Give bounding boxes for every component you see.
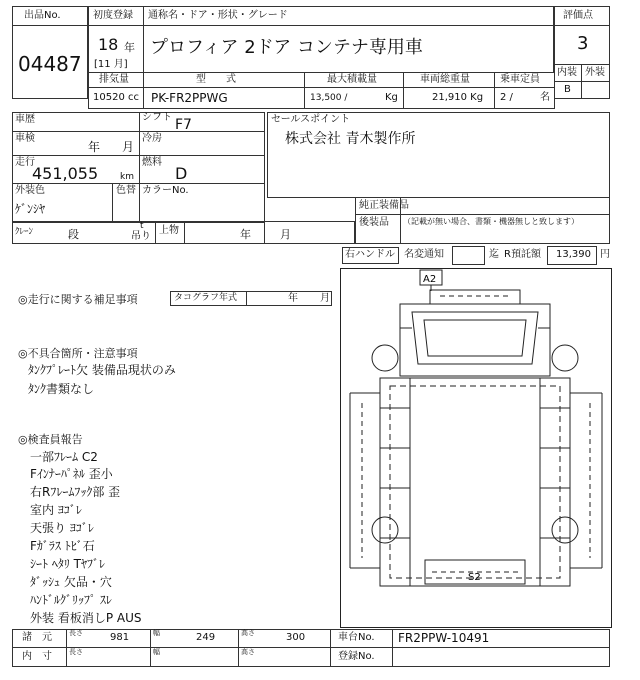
marker-a2: A2 [423,274,437,285]
tachograph-label: タコグラフ年式 [174,293,238,303]
gross-value: 21,910 Kg [432,92,484,103]
crane-label: ｸﾚｰﾝ [15,227,34,237]
marker-s2: S2 [468,572,481,583]
tax-amount: 13,390 [556,249,591,260]
inner-width-label: 幅 [153,648,160,656]
upper-label: 上物 [159,225,179,236]
tachograph-month: 月 [320,293,330,304]
inspector-item: ﾊﾝﾄﾞﾙｸﾞﾘｯﾌﾟ ｽﾚ [30,593,112,607]
defects-label: ◎不具合箇所・注意事項 [18,347,138,360]
displacement-label: 排気量 [99,74,129,85]
inner-length-label: 長さ [69,648,83,656]
load-value: 13,500 / [310,93,348,103]
driving-remarks-label: ◎走行に関する補足事項 [18,293,138,306]
inner-label: 内 寸 [22,651,52,662]
length-value: 981 [110,632,130,643]
mileage-unit: km [120,172,134,182]
retrofit-label: 後装品 [359,217,389,228]
model-label: 型 式 [196,74,236,85]
fuel-value: D [175,164,188,183]
defect-line: ﾀﾝｸ書類なし [28,382,95,396]
defect-line: ﾀﾝｸﾌﾟﾚｰﾄ欠 装備品現状のみ [28,363,176,377]
inspection-year: 年 [88,140,101,154]
lot-label: 出品No. [24,10,61,21]
capacity-label: 乗車定員 [500,74,540,85]
upper-year: 年 [240,228,251,241]
upper-month: 月 [280,228,291,241]
inspection-month: 月 [122,140,135,154]
width-label: 幅 [153,629,160,637]
first-reg-year-unit: 年 [124,41,135,54]
equipment-label: 純正装備品 [359,200,409,211]
modified-label: 名変通知 [404,249,444,260]
capacity-value: 2 / [500,92,513,103]
vehicle-name: プロフィア 2ドア コンテナ専用車 [150,37,423,58]
inspector-item: Fｲﾝﾅｰﾊﾟﾈﾙ 歪小 [30,467,113,481]
tax-separator: 迄 [489,249,499,260]
tax-label: R預託額 [504,249,541,260]
inspector-item: ﾀﾞｯｼｭ 欠品・穴 [30,575,112,589]
load-unit: Kg [385,92,398,103]
name-label: 通称名・ドア・形状・グレード [148,10,288,21]
inspector-item: Fｶﾞﾗｽ ﾄﾋﾞ石 [30,539,95,553]
inspector-label: ◎検査員報告 [18,433,83,446]
truck-diagram-svg [340,268,612,628]
modified-box [452,246,485,265]
inspector-item: 室内 ﾖｺﾞﾚ [30,503,82,517]
sales-point-text: 株式会社 青木製作所 [285,131,416,147]
gross-label: 車両総重量 [420,74,470,85]
grade-label: 評価点 [563,10,593,21]
first-reg-year: 18 [98,35,119,54]
footer-table [12,629,610,667]
interior-grade: B [564,84,571,95]
tax-unit: 円 [600,249,610,260]
tachograph-year: 年 [288,293,298,304]
inspector-item: 天張り ﾖｺﾞﾚ [30,521,94,535]
overall-grade: 3 [577,33,589,54]
first-reg-month: [11 月] [94,59,128,70]
displacement-value: 10520 cc [93,92,139,103]
load-label: 最大積載量 [327,74,377,85]
history-label: 車歴 [15,114,35,125]
exterior-color-label: 外装色 [15,185,45,196]
width-value: 249 [196,632,216,643]
inspector-item: 一部ﾌﾚｰﾑ C2 [30,450,98,464]
exterior-grade-cell [581,81,610,99]
rhd-flag: 右ハンドル [345,249,395,260]
dims-label: 諸 元 [22,632,52,643]
lot-number: 04487 [18,52,82,76]
ac-label: 冷房 [142,133,162,144]
crane-hoist: 吊り [131,231,151,242]
registration-label: 登録No. [338,651,375,662]
interior-grade-label: 内装 [557,67,577,78]
length-label: 長さ [69,629,83,637]
mileage-value: 451,055 [32,164,99,183]
shift-label: シフト [142,112,172,123]
crane-ton: t [140,221,144,231]
sales-point-label: セールスポイント [271,114,351,125]
truck-diagram [340,268,612,628]
first-reg-label: 初度登録 [93,10,133,21]
inner-height-label: 高さ [241,648,255,656]
exterior-color-value: ｹﾞﾝｼﾔ [15,202,46,216]
fuel-label: 燃料 [142,157,162,168]
exterior-grade-label: 外装 [585,67,605,78]
color-no-label: カラーNo. [142,185,189,196]
retrofit-note: （記載が無い場合、書類・機器無しと致します） [403,217,579,226]
model-value: PK-FR2PPWG [151,91,228,105]
crane-stage: 段 [68,228,79,241]
inspector-item: 外装 看板消しP AUS [30,611,142,625]
height-value: 300 [286,632,306,643]
chassis-label: 車台No. [338,632,375,643]
color-change-label: 色替 [116,185,136,196]
height-label: 高さ [241,629,255,637]
inspection-label: 車検 [15,133,35,144]
capacity-unit: 名 [540,92,550,103]
inspector-item: 右Rﾌﾚｰﾑﾌｯｸ部 歪 [30,485,121,499]
mileage-label: 走行 [15,157,35,168]
shift-value: F7 [175,117,192,133]
chassis-value: FR2PPW-10491 [398,631,490,645]
inspector-item: ｼｰﾄ ﾍﾀﾘ Tﾔﾌﾞﾚ [30,557,105,571]
